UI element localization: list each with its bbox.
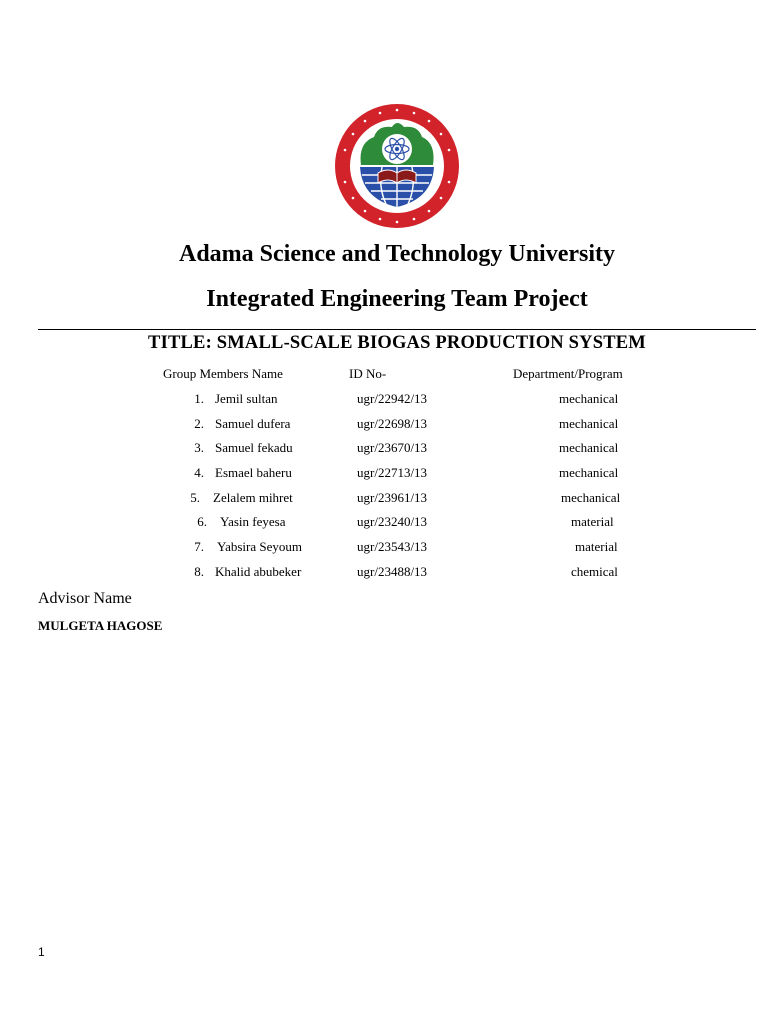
member-name: Jemil sultan (215, 391, 278, 406)
advisor-name: MULGETA HAGOSE (38, 618, 163, 633)
member-id: ugr/23670/13 (357, 440, 428, 455)
project-heading: Integrated Engineering Team Project (206, 286, 588, 312)
row-number: 3. (194, 440, 204, 455)
row-number: 4. (194, 465, 204, 480)
row-number: 2. (194, 416, 204, 431)
member-id: ugr/23240/13 (357, 514, 428, 529)
member-department: material (575, 539, 618, 554)
column-header-department: Department/Program (513, 366, 623, 381)
member-name: Esmael baheru (215, 465, 292, 480)
document-title: TITLE: SMALL-SCALE BIOGAS PRODUCTION SYSTEM (148, 333, 646, 353)
column-header-id: ID No- (349, 366, 387, 381)
member-department: mechanical (559, 440, 619, 455)
member-name: Samuel dufera (215, 416, 291, 431)
row-number: 5. (190, 490, 200, 505)
member-department: chemical (571, 564, 618, 579)
row-number: 8. (194, 564, 204, 579)
member-id: ugr/23488/13 (357, 564, 428, 579)
horizontal-rule (38, 329, 756, 330)
row-number: 1. (194, 391, 204, 406)
university-name: Adama Science and Technology University (178, 241, 616, 267)
member-id: ugr/22698/13 (357, 416, 428, 431)
member-name: Zelalem mihret (213, 490, 293, 505)
member-name: Yasin feyesa (220, 514, 286, 529)
page-number: 1 (38, 945, 45, 959)
member-name: Samuel fekadu (215, 440, 293, 455)
advisor-label: Advisor Name (38, 590, 132, 607)
member-id: ugr/23543/13 (357, 539, 428, 554)
member-name: Khalid abubeker (215, 564, 302, 579)
member-name: Yabsira Seyoum (217, 539, 302, 554)
member-department: mechanical (559, 416, 619, 431)
member-id: ugr/23961/13 (357, 490, 428, 505)
row-number: 7. (194, 539, 204, 554)
member-id: ugr/22942/13 (357, 391, 428, 406)
column-header-name: Group Members Name (163, 366, 283, 381)
member-id: ugr/22713/13 (357, 465, 428, 480)
member-department: mechanical (561, 490, 621, 505)
member-department: material (571, 514, 614, 529)
row-number: 6. (197, 514, 207, 529)
member-department: mechanical (559, 465, 619, 480)
university-seal-icon (334, 103, 460, 229)
member-department: mechanical (559, 391, 619, 406)
